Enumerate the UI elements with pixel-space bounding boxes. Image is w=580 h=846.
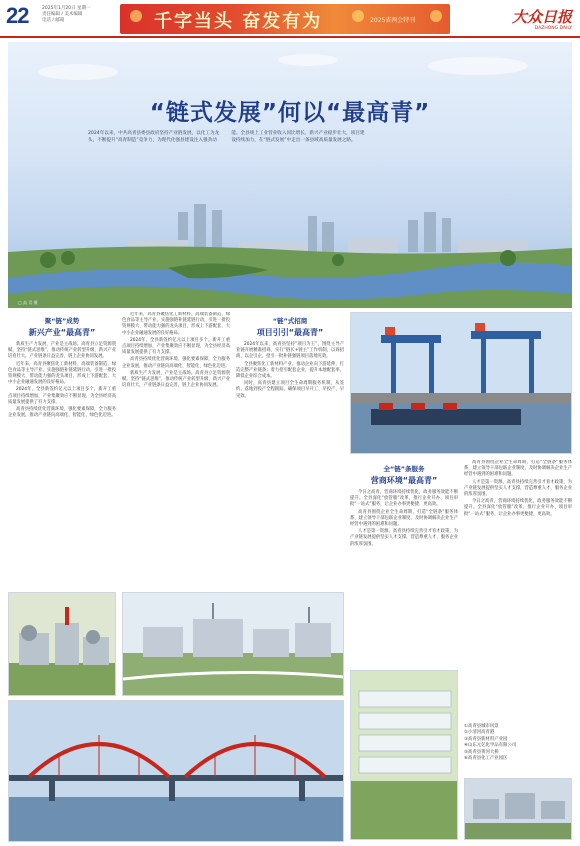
banner-title: 千字当头 奋发有为 [154, 11, 323, 32]
article-column-4 [350, 460, 458, 666]
page-number: 22 [6, 3, 29, 28]
paragraph: 人才是第一资源。高青县持续完善引才育才政策，为产业链发展提供坚实人才支撑，营造尊重人才、服务企业的浓厚氛围。 [350, 529, 458, 547]
industrial-park-illustration [123, 593, 344, 696]
paragraph: 近年来，高青县聚焦化工新材料、高端装备制造、绿色食品等主导产业，实施强链补链延链行动，引进一批投资规模大、带动能力强的龙头项目，形成上下游配套、大中小企业融通发展的良好格局。 [122, 312, 230, 336]
chemical-park-aerial-photo [464, 778, 572, 840]
section-title-line1: 聚“链”成势 [44, 317, 80, 325]
newspaper-masthead: 大众日报 [511, 8, 572, 26]
section-title-line2: 新兴产业“最高青” [28, 328, 96, 337]
article-column-2 [122, 312, 230, 588]
paragraph: 新质生产力发展，产业是主战场。高青县立足资源禀赋，坚持“链式思维”，推动传统产业转型升级、新兴产业培育壮大，产业链条日益完善，链上企业协同发展。 [8, 342, 116, 360]
paragraph: 新质生产力发展，产业是主战场。高青县立足资源禀赋，坚持“链式思维”，推动传统产业转型升级、新兴产业培育壮大，产业链条日益完善，链上企业协同发展。 [122, 370, 230, 389]
section-title-line1: 全“链”条服务 [383, 465, 425, 473]
industrial-park-photo [122, 592, 344, 696]
chemical-park-illustration [465, 779, 572, 840]
caption-item: ④山东元亿化学品有限公司 [464, 743, 517, 749]
hero-section [8, 42, 572, 308]
caption-item: ②小清河高青港 [464, 730, 495, 736]
paragraph: 高青县围绕企业全生命周期，打造“全链条”服务体系，建立领导干部包联企业制度，及时协调解决企业生产经营中遇到的困难和问题。 [464, 460, 572, 478]
firework-icon [130, 10, 142, 22]
city-aerial-photo [8, 182, 572, 308]
paragraph: 高青县持续优化营商环境，强化要素保障，全力服务企业发展，推动产业链向高端化、智能化、绿色化迈进。 [8, 407, 116, 419]
paragraph: 今日之高青，营商环境持续优化，政务服务效能不断提升。全县深化“放管服”改革，推行企业开办、项目审批“一站式”服务，让企业办事更便捷、更高效。 [350, 490, 458, 508]
article-column-3 [236, 312, 344, 580]
paragraph: 近年来，高青县聚焦化工新材料、高端装备制造、绿色食品等主导产业，实施强链补链延链行动，引进一批投资规模大、带动能力强的龙头项目，形成上下游配套、大中小企业融通发展的良好格局。 [8, 361, 116, 386]
yellow-river-bridge-photo [8, 700, 344, 842]
hero-intro: 2024年以来，中共高青县委县政府坚持产业链发展，以化工为龙头，不断提升“高青制造”竞争力，为现代化强县建设注入强劲动能。全县规上工业营业收入同比增长，新兴产业稳步壮大，项目建设持续加力，在“链式发展”中走出一条县域高质量发展之路。 [88, 131, 365, 143]
paragraph: 今日之高青，营商环境持续优化，政务服务效能不断提升。全县深化“放管服”改革，推行企业开办、项目审批“一站式”服务，让企业办事更便捷、更高效。 [464, 499, 572, 517]
caption-item: ⑥高青县化工产业园区 [464, 756, 508, 762]
chemical-plant-photo [8, 592, 116, 696]
section-title-line2: 项目引引“最高青” [256, 328, 324, 337]
caption-item: ①高青县城市风景 [464, 724, 499, 729]
article-column-5 [464, 460, 572, 720]
greenhouse-illustration [351, 671, 458, 840]
paragraph: 2024年，全县新签约亿元以上项目多个，新开工重点项目持续增加，产业集聚效应不断显现，为全县经济高质量发展提供了有力支撑。 [122, 337, 230, 356]
paragraph: 2024年，全县新签约亿元以上项目多个，新开工重点项目持续增加，产业集聚效应不断显现，为全县经济高质量发展提供了有力支撑。 [8, 387, 116, 405]
paragraph: 同时，高青县建立项目全生命周期服务机制，从签约、落地到投产全程跟踪，确保项目早开工、早投产、早见效。 [236, 381, 344, 399]
article-column-1 [8, 312, 116, 588]
photo-credit: □ 高 青 摄 [18, 300, 38, 305]
newspaper-masthead-en: DAZHONG DAILY [534, 26, 572, 31]
chemical-plant-illustration [9, 593, 116, 696]
header-meta-line: 责任编辑 / 美术编辑 [42, 12, 83, 17]
hero-title: “链式发展”何以“最高青” [149, 100, 431, 126]
port-crane-photo [350, 312, 572, 454]
paragraph: 高青县持续优化营商环境，强化要素保障，全力服务企业发展，推动产业链向高端化、智能化、绿色化迈进。 [122, 357, 230, 369]
paragraph: 高青县围绕企业全生命周期，打造“全链条”服务体系，建立领导干部包联企业制度，及时协调解决企业生产经营中遇到的困难和问题。 [350, 509, 458, 528]
section-title-line2: 营商环境“最高青” [370, 476, 438, 485]
page-header [0, 0, 580, 38]
section-title [350, 464, 458, 486]
firework-icon [430, 10, 442, 22]
header-banner [120, 4, 450, 34]
photo-captions [464, 724, 572, 774]
section-title-line1: “链”式招商 [272, 317, 308, 325]
header-meta-line: 2025年1月20日 星期一 [42, 6, 91, 11]
agriculture-base-photo [350, 670, 458, 840]
paragraph: 2024年以来，高青县坚持“项目为王”，围绕主导产业链开展精准招商，实行“链长+链主”工作机制，以商招商、以企引企，招引一批补链强链项目落地见效。 [236, 342, 344, 360]
banner-subtitle: 2025省两会特刊 [370, 17, 416, 24]
paragraph: 全县聚焦化工新材料产业，推动企业向下游延伸，打造完整产业链条；着力招引配套企业，提升本地配套率，降低企业综合成本。 [236, 361, 344, 380]
port-crane-illustration [351, 313, 572, 454]
caption-item: ⑤高青县黄河大桥 [464, 749, 499, 755]
caption-item: ③高青县新材料产业园 [464, 736, 508, 742]
header-meta-line: 电话 / 邮箱 [42, 18, 65, 23]
firework-icon [352, 10, 364, 22]
paragraph: 人才是第一资源。高青县持续完善引才育才政策，为产业链发展提供坚实人才支撑，营造尊重人才、服务企业的浓厚氛围。 [464, 479, 572, 498]
section-title [8, 316, 116, 338]
article-body [8, 312, 572, 842]
header-meta [42, 6, 132, 24]
section-title [236, 316, 344, 338]
bridge-illustration [9, 701, 344, 842]
